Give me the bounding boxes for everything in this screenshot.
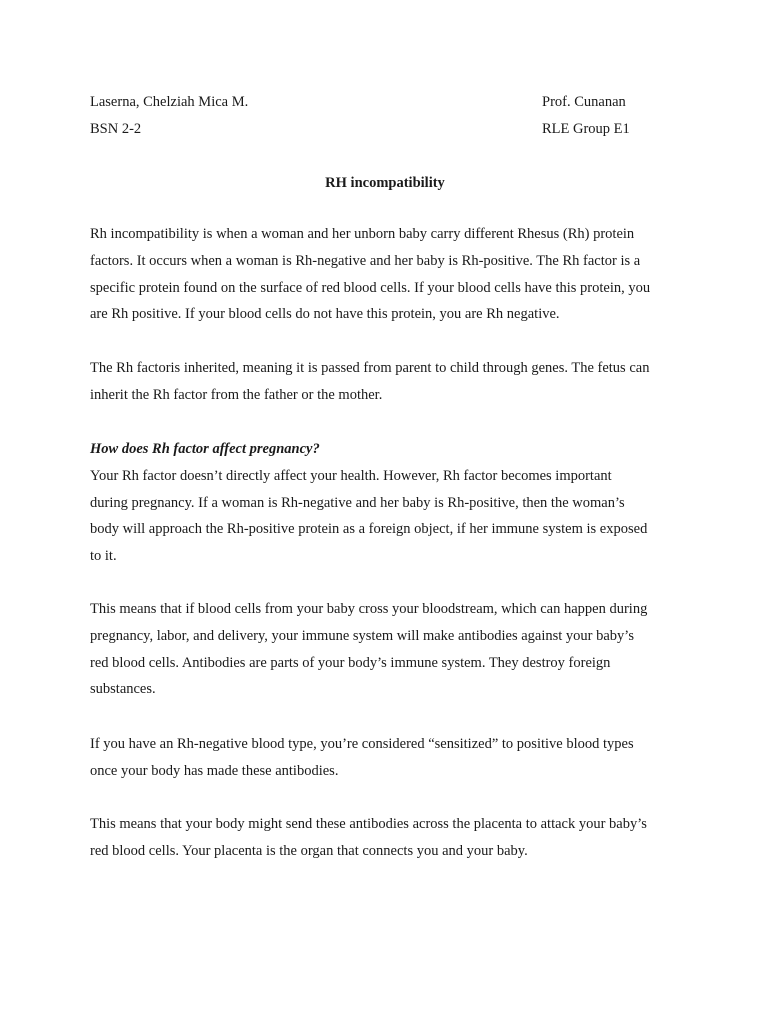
section-subheading: How does Rh factor affect pregnancy? <box>90 441 320 457</box>
professor-name: Prof. Cunanan <box>542 94 626 110</box>
paragraph-line: during pregnancy. If a woman is Rh-negative and her baby is Rh-positive, then the woman’s <box>90 494 625 511</box>
paragraph-line: Your Rh factor doesn’t directly affect your health. However, Rh factor becomes important <box>90 467 612 484</box>
paragraph-line: red blood cells. Antibodies are parts of your body’s immune system. They destroy foreign <box>90 654 611 671</box>
paragraph-line: pregnancy, labor, and delivery, your immune system will make antibodies against your baby’s <box>90 627 634 644</box>
paragraph-placenta <box>90 811 680 865</box>
group-label: RLE Group E1 <box>542 121 630 137</box>
paragraph-line: Rh incompatibility is when a woman and her unborn baby carry different Rhesus (Rh) protein <box>90 226 635 242</box>
paragraph-line: are Rh positive. If your blood cells do not have this protein, you are Rh negative. <box>90 306 560 323</box>
paragraph-line: This means that if blood cells from your baby cross your bloodstream, which can happen during <box>90 601 648 617</box>
paragraph-inheritance <box>90 355 680 409</box>
paragraph-line: body will approach the Rh-positive protein as a foreign object, if her immune system is exposed <box>90 521 648 538</box>
paragraph-line: red blood cells. Your placenta is the organ that connects you and your baby. <box>90 842 528 859</box>
paragraph-line: inherit the Rh factor from the father or the mother. <box>90 386 383 403</box>
paragraph-pregnancy-effect <box>90 436 680 570</box>
paragraph-definition <box>90 221 680 328</box>
paragraph-line: If you have an Rh-negative blood type, you’re considered “sensitized” to positive blood types <box>90 736 634 752</box>
paragraph-line: factors. It occurs when a woman is Rh-negative and her baby is Rh-positive. The Rh factor is a <box>90 252 641 269</box>
document-title: RH incompatibility <box>325 175 445 191</box>
paragraph-line: to it. <box>90 548 117 565</box>
paragraph-sensitized <box>90 731 680 785</box>
paragraph-line: The Rh factoris inherited, meaning it is passed from parent to child through genes. The fetus can <box>90 360 650 376</box>
paragraph-line: once your body has made these antibodies. <box>90 762 339 779</box>
student-name: Laserna, Chelziah Mica M. <box>90 94 249 110</box>
paragraph-line: This means that your body might send these antibodies across the placenta to attack your baby’s <box>90 816 647 832</box>
paragraph-line: substances. <box>90 681 156 698</box>
paragraph-line: specific protein found on the surface of red blood cells. If your blood cells have this protein, you <box>90 279 651 296</box>
section-label: BSN 2-2 <box>90 121 142 137</box>
paragraph-antibodies <box>90 596 680 703</box>
